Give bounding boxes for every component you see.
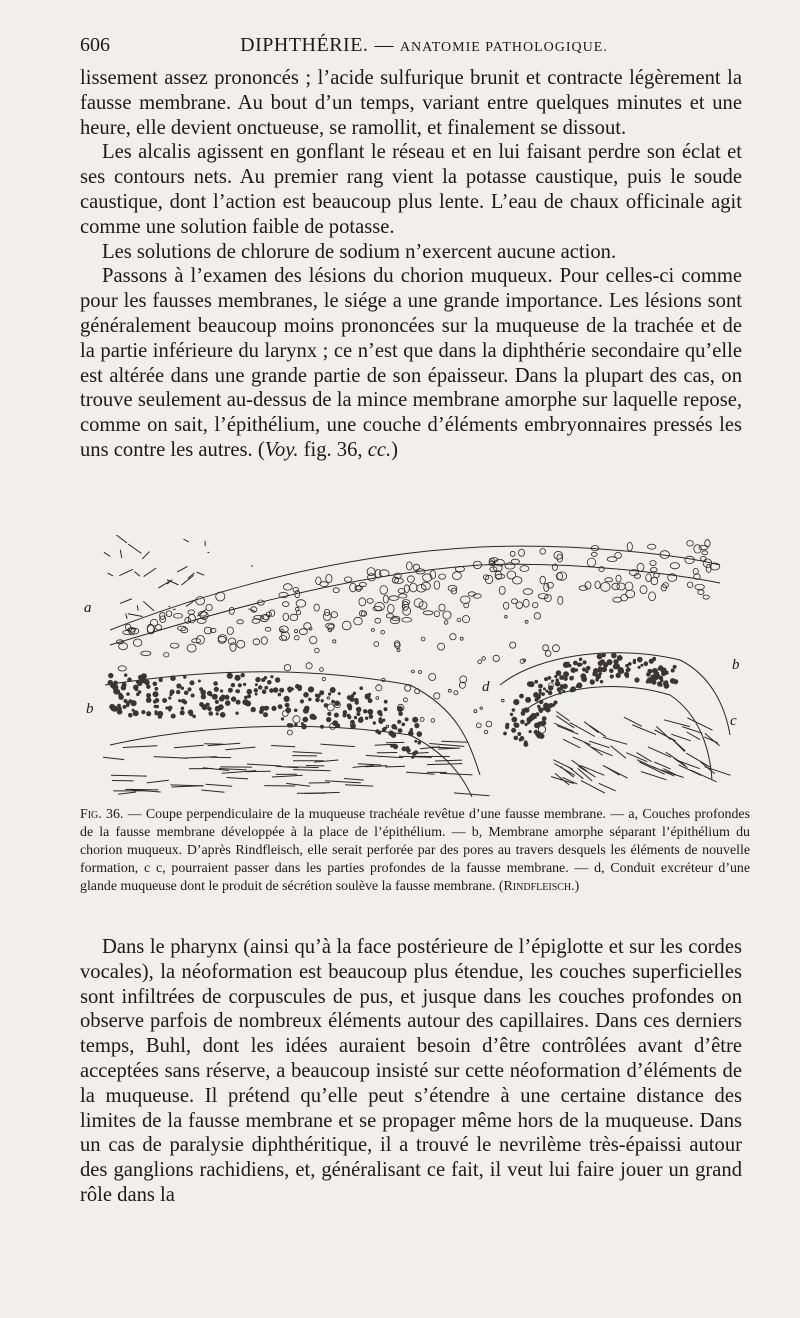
- running-header: [80, 34, 748, 60]
- paragraph: lissement assez prononcés ; l’acide sulfurique brunit et contracte légèrement la fausse membrane. Au bout d’un temps, variant entre quelques minutes et une heure, elle devient onctueuse, se ramollit, et finalement se dissout.: [80, 67, 742, 139]
- caption-text: — Coupe perpendiculaire de la muqueuse trachéale revêtue d’une fausse membrane. — a, Couches profondes de la fausse membrane développée à la place de l’épithélium. — b, Membrane amorphe séparant l’épithélium du chorion muqueux. D’après Rindfleisch, elle serait perforée par des pores au travers desquels les éléments de nouvelle formation, c c, pourraient passer dans les parties profondes de la fausse membrane. — d, Conduit excréteur d’une glande muqueuse dont le produit de sécrétion soulève la fausse membrane.: [80, 807, 751, 895]
- page-number: 606: [80, 34, 110, 56]
- paragraph: Les alcalis agissent en gonflant le réseau et en lui faisant perdre son éclat et ses contours nets. Au premier rang vient la potasse caustique, puis le soude caustique, dont l’action est beaucoup plus lente. L’eau de chaux officinale agit comme une solution faible de potasse.: [80, 141, 742, 238]
- paragraph: [80, 264, 742, 462]
- figure-label-c: c: [730, 713, 737, 729]
- title-separator: —: [374, 35, 394, 56]
- caption-figure-label: Fig. 36.: [80, 807, 124, 822]
- chapter-title: DIPHTHÉRIE.: [240, 34, 369, 56]
- histology-engraving: [80, 535, 748, 805]
- figure-label-b-left: b: [86, 701, 94, 717]
- section-title: ANATOMIE PATHOLOGIQUE.: [399, 40, 608, 55]
- paragraph-text: Passons à l’examen des lésions du chorion muqueux. Pour celles-ci comme pour les fausses membranes, le siége a une grande importance. Les lésions sont généralement beaucoup moins prononcées sur la muqueuse de la trachée et de la partie inférieure du larynx ; ce n’est que dans la diphthérie secondaire qu’elle est altérée dans une grande partie de son épaisseur. Dans la plupart des cas, on trouve seulement au-dessus de la mince membrane amorphe sur laquelle repose, comme on sait, l’épithélium, une couche d’éléments embryonnaires pressés les uns contre les autres.: [80, 265, 742, 461]
- figure-label-a: a: [84, 600, 92, 616]
- figure-caption: [80, 806, 750, 896]
- figure-label-d: d: [482, 679, 490, 695]
- running-title: [80, 34, 748, 57]
- figure-36-illustration: [80, 535, 748, 805]
- text-block-top: [80, 66, 742, 463]
- paragraph: Les solutions de chlorure de sodium n’exercent aucune action.: [102, 240, 617, 263]
- figure-label-b-right: b: [732, 657, 740, 673]
- paragraph: Dans le pharynx (ainsi qu’à la face postérieure de l’épiglotte et sur les cordes vocales), la néoformation est beaucoup plus étendue, les couches superficielles sont infiltrées de corpuscules de pus, et jusque dans les couches profondes on observe parfois de nombreux éléments autour des capillaires. Dans ces derniers temps, Buhl, dont les idées auraient besoin d’être contrôlées avant d’être acceptées sans réserve, a beaucoup insisté sur cette néoformation d’éléments de la muqueuse. Il prétend qu’elle peut s’étendre à une certaine distance des limites de la fausse membrane et se propager même hors de la muqueuse. Dans un cas de paralysie diphthéritique, il a trouvé le nevrilème très-épaissi autour des ganglions rachidiens, et, généralisant ce fait, il veut lui faire jouer un grand rôle dans la: [80, 936, 742, 1206]
- caption-source: (Rindfleisch.): [498, 879, 580, 895]
- figure-reference: (Voy. fig. 36, cc.): [257, 438, 398, 461]
- text-block-bottom: [80, 935, 742, 1208]
